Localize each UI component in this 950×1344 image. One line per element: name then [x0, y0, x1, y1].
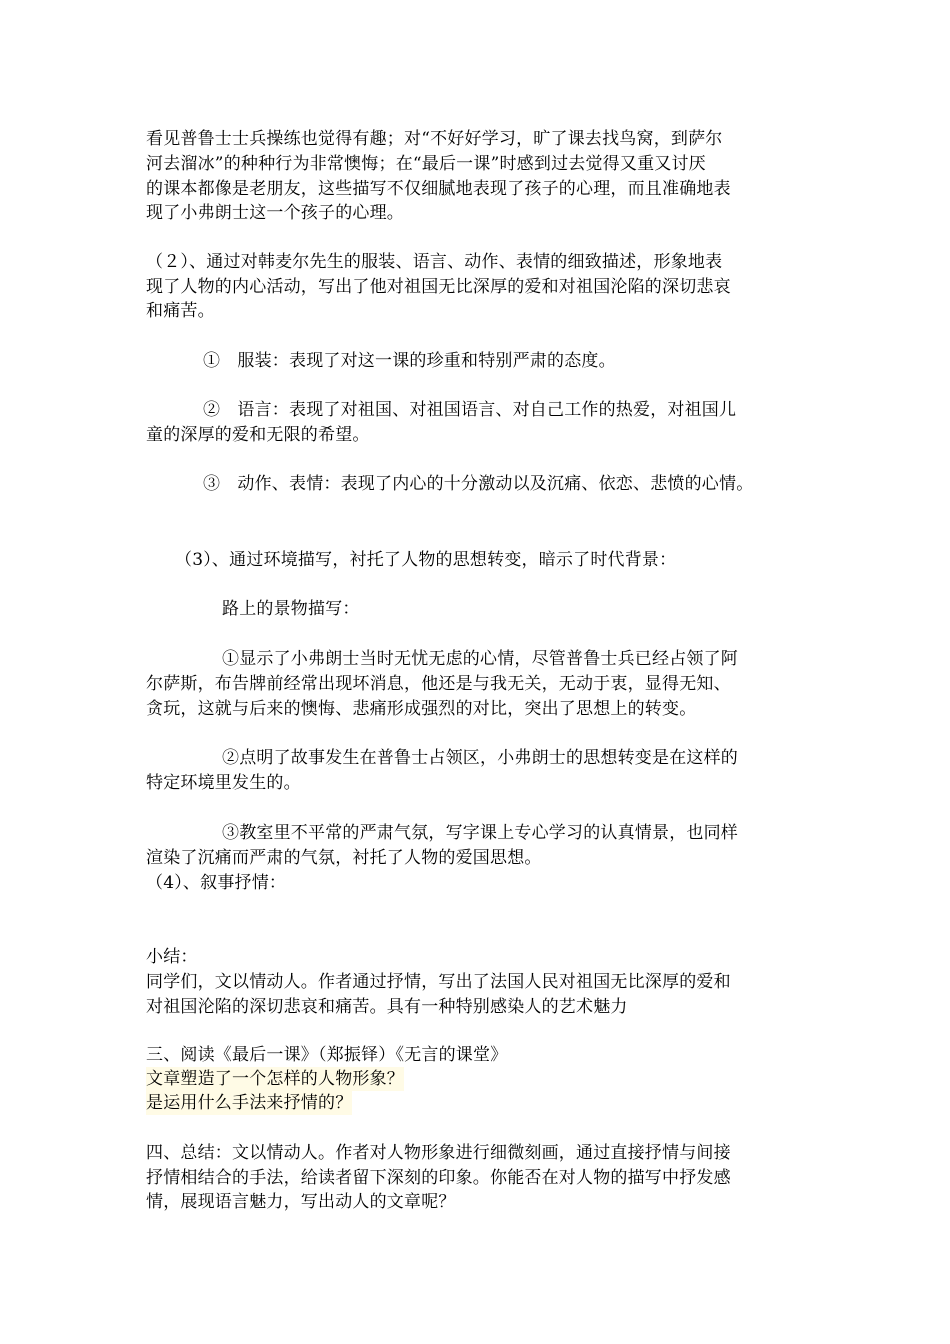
part-three-question-2: 是运用什么手法来抒情的？	[146, 1093, 353, 1113]
section-2-item-3: ③ 动作、表情：表现了内心的十分激动以及沉痛、依恋、悲愤的心情。	[203, 474, 754, 494]
part-four-line-1: 四、总结：文以情动人。作者对人物形象进行细微刻画，通过直接抒情与间接	[146, 1143, 731, 1163]
section-2-item-2-line-2: 童的深厚的爱和无限的希望。	[146, 425, 370, 445]
section-2-item-2-line-1: ② 语言：表现了对祖国、对祖国语言、对自己工作的热爱，对祖国儿	[203, 400, 737, 420]
part-three-question-1: 文章塑造了一个怎样的人物形象？	[146, 1069, 404, 1089]
section-2-line-3: 和痛苦。	[146, 301, 215, 321]
section-3-item-1-line-2: 尔萨斯，布告牌前经常出现坏消息，他还是与我无关，无动于衷，显得无知、	[146, 674, 731, 694]
part-four-line-2: 抒情相结合的手法，给读者留下深刻的印象。你能否在对人物的描写中抒发感	[146, 1168, 731, 1188]
intro-line-2: 河去溜冰”的种种行为非常懊悔；在“最后一课”时感到过去觉得又重又讨厌	[146, 154, 706, 174]
summary-line-2: 对祖国沦陷的深切悲哀和痛苦。具有一种特别感染人的艺术魅力	[146, 997, 628, 1017]
summary-label: 小结：	[146, 947, 198, 967]
section-3-item-1-line-1: ①显示了小弗朗士当时无忧无虑的心情，尽管普鲁士兵已经占领了阿	[222, 649, 738, 669]
part-four-line-3: 情，展现语言魅力，写出动人的文章呢？	[146, 1192, 456, 1212]
section-3-item-1-line-3: 贪玩，这就与后来的懊悔、悲痛形成强烈的对比，突出了思想上的转变。	[146, 699, 697, 719]
section-2-line-2: 现了人物的内心活动，写出了他对祖国无比深厚的爱和对祖国沦陷的深切悲哀	[146, 277, 731, 297]
intro-line-1: 看见普鲁士士兵操练也觉得有趣；对“不好好学习，旷了课去找鸟窝，到萨尔	[146, 129, 723, 149]
section-3-heading: （3）、通过环境描写，衬托了人物的思想转变，暗示了时代背景：	[175, 550, 677, 570]
section-2-item-1: ① 服装：表现了对这一课的珍重和特别严肃的态度。	[203, 351, 616, 371]
section-2-line-1: （２）、通过对韩麦尔先生的服装、语言、动作、表情的细致描述，形象地表	[146, 252, 723, 272]
section-3-item-2-line-1: ②点明了故事发生在普鲁士占领区，小弗朗士的思想转变是在这样的	[222, 748, 738, 768]
part-three-heading: 三、阅读《最后一课》（郑振铎）《无言的课堂》	[146, 1045, 508, 1065]
section-3-item-2-line-2: 特定环境里发生的。	[146, 773, 301, 793]
section-3-subheading: 路上的景物描写：	[222, 599, 360, 619]
section-3-item-3-line-2: 渲染了沉痛而严肃的气氛，衬托了人物的爱国思想。	[146, 848, 542, 868]
summary-line-1: 同学们，文以情动人。作者通过抒情，写出了法国人民对祖国无比深厚的爱和	[146, 972, 731, 992]
intro-line-4: 现了小弗朗士这一个孩子的心理。	[146, 203, 404, 223]
intro-line-3: 的课本都像是老朋友，这些描写不仅细腻地表现了孩子的心理，而且准确地表	[146, 179, 731, 199]
section-4-heading: （4）、叙事抒情：	[146, 873, 287, 893]
section-3-item-3-line-1: ③教室里不平常的严肃气氛，写字课上专心学习的认真情景，也同样	[222, 823, 738, 843]
